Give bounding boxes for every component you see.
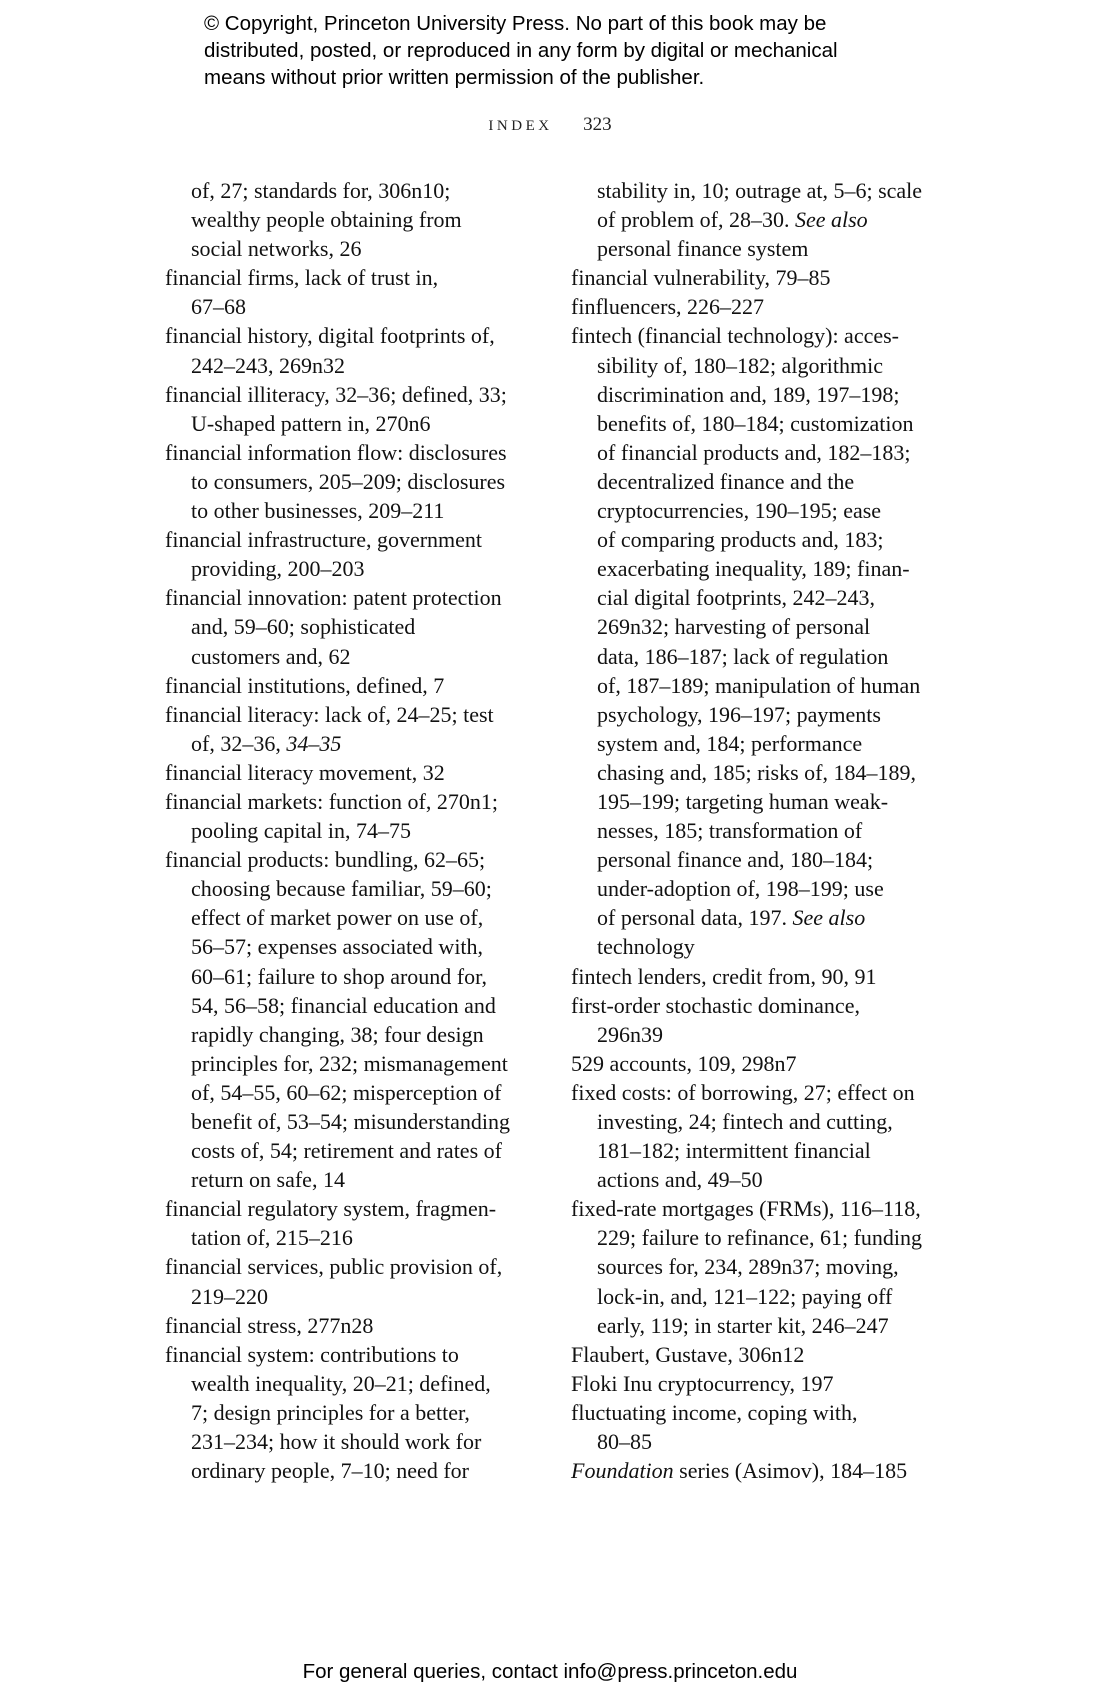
index-entry-text: 296n39 [597,1021,663,1047]
index-entry-text: to consumers, 205–209; disclosures [191,468,506,494]
index-entry-text: ordinary people, 7–10; need for [191,1458,469,1484]
index-entry-continuation [571,409,943,438]
running-head-section: INDEX [488,118,553,134]
index-entry-text: financial illiteracy, 32–36; defined, 33; [165,381,507,407]
index-entry [165,438,535,467]
index-entry-text: actions and, 49–50 [597,1167,763,1193]
index-entry-text: fixed-rate mortgages (FRMs), 116–118, [571,1196,921,1222]
index-entry-text: 54, 56–58; financial education and [191,992,496,1018]
index-entry [571,1049,943,1078]
index-entry-continuation [165,292,535,321]
index-entry-continuation [571,787,943,816]
index-entry [165,758,535,787]
index-entry-text: 242–243, 269n32 [191,352,345,378]
index-entry-text: 60–61; failure to shop around for, [191,963,488,989]
index-entry-text: Flaubert, Gustave, 306n12 [571,1341,805,1367]
index-entry-text: system and, 184; performance [597,730,863,756]
index-entry-text: benefits of, 180–184; customization [597,410,914,436]
index-entry-continuation [165,1165,535,1194]
index-entry-text: of problem of, 28–30. [597,207,795,233]
index-entry-continuation [165,205,535,234]
index-entry-continuation [571,1107,943,1136]
footer-contact: For general queries, contact info@press.princeton.edu [302,1660,798,1683]
index-entry-continuation [165,729,535,758]
index-entry-continuation [571,554,943,583]
index-entry-continuation [571,234,943,263]
index-entry-text: decentralized finance and the [597,468,855,494]
index-entry [165,671,535,700]
running-head [0,114,1100,136]
index-entry [571,1398,943,1427]
index-entry-continuation [571,205,943,234]
index-entry [165,263,535,292]
index-entry [165,583,535,612]
index-entry [165,787,535,816]
index-entry-continuation [165,1136,535,1165]
index-entry-text: fintech (financial technology): acces- [571,323,900,349]
index-entry [571,991,943,1020]
index-entry-text: costs of, 54; retirement and rates of [191,1138,502,1164]
index-entry-continuation [571,845,943,874]
index-entry-text: 229; failure to refinance, 61; funding [597,1225,923,1251]
index-entry-text: wealth inequality, 20–21; defined, [191,1370,491,1396]
index-entry-continuation [165,1020,535,1049]
index-entry-text: principles for, 232; mismanagement [191,1050,508,1076]
index-entry-text: tation of, 215–216 [191,1225,353,1251]
index-entry-continuation [165,554,535,583]
index-entry-continuation [571,932,943,961]
index-entry-text: investing, 24; fintech and cutting, [597,1109,893,1134]
index-entry [571,1194,943,1223]
index-entry-continuation [571,438,943,467]
index-entry-continuation [165,409,535,438]
index-entry-text: of personal data, 197. [597,905,793,931]
index-entry-text: series (Asimov), 184–185 [673,1458,908,1484]
index-entry-continuation [165,234,535,263]
index-entry-continuation [571,467,943,496]
copyright-line: means without prior written permission of the publisher. [204,66,705,89]
index-entry-continuation [165,1049,535,1078]
index-entry-text: providing, 200–203 [191,556,365,582]
index-entry-continuation [571,816,943,845]
index-entry [571,1078,943,1107]
index-entry-text: nesses, 185; transformation of [597,818,863,844]
index-entry-continuation [165,903,535,932]
index-entry [571,962,943,991]
index-entry-text: psychology, 196–197; payments [597,701,881,727]
index-entry-text: Floki Inu cryptocurrency, 197 [571,1370,834,1396]
index-entry-italic: See also [794,207,868,233]
index-entry-text: finfluencers, 226–227 [571,294,765,320]
index-entry [165,1194,535,1223]
index-entry-text: chasing and, 185; risks of, 184–189, [597,759,916,785]
index-entry-text: financial stress, 277n28 [165,1312,374,1338]
index-entry-continuation [571,671,943,700]
index-entry-continuation [571,583,943,612]
index-entry-continuation [165,496,535,525]
index-entry [571,1369,943,1398]
index-entry-text: 181–182; intermittent financial [597,1138,871,1164]
index-entry-continuation [571,380,943,409]
index-entry-text: financial literacy: lack of, 24–25; test [165,701,494,727]
index-entry-text: 67–68 [191,294,246,320]
index-entry-text: pooling capital in, 74–75 [191,818,411,844]
index-entry-continuation [165,1456,535,1485]
index-entry-text: financial markets: function of, 270n1; [165,788,498,814]
index-entry-continuation [571,642,943,671]
index-entry-continuation [165,962,535,991]
index-entry-continuation [165,1282,535,1311]
index-entry-continuation [571,612,943,641]
index-entry [571,321,943,350]
index-entry [165,1311,535,1340]
index-column-right [571,176,943,1485]
index-entry-continuation [571,1165,943,1194]
index-entry-text: return on safe, 14 [191,1167,345,1193]
index-entry [165,700,535,729]
index-entry-text: financial literacy movement, 32 [165,759,445,785]
index-entry-continuation [571,525,943,554]
index-entry-text: of, 32–36, [191,730,287,756]
copyright-line: distributed, posted, or reproduced in any form by digital or mechanical [204,39,838,62]
index-entry-text: stability in, 10; outrage at, 5–6; scale [597,178,923,203]
index-entry-continuation [165,467,535,496]
index-entry-continuation [165,1427,535,1456]
index-entry-continuation [571,1311,943,1340]
index-entry-text: financial innovation: patent protection [165,585,502,611]
index-entry-continuation [571,903,943,932]
index-entry [165,321,535,350]
index-entry-text: financial system: contributions to [165,1341,459,1367]
index-entry-text: data, 186–187; lack of regulation [597,643,889,669]
index-entry-text: technology [597,934,695,960]
index-column-left [165,176,535,1485]
index-entry [165,380,535,409]
index-entry-text: benefit of, 53–54; misunderstanding [191,1109,510,1134]
index-entry-text: of comparing products and, 183; [597,527,884,553]
index-entry-continuation [165,176,535,205]
index-entry-text: 80–85 [597,1429,652,1455]
index-entry-text: to other businesses, 209–211 [191,498,445,524]
index-entry [165,1252,535,1281]
index-entry-text: U-shaped pattern in, 270n6 [191,410,431,436]
page-number: 323 [583,114,612,135]
index-entry [165,525,535,554]
index-entry-continuation [571,1252,943,1281]
index-entry-text: financial vulnerability, 79–85 [571,265,831,291]
index-entry-continuation [571,1282,943,1311]
index-entry-continuation [571,729,943,758]
index-entry-continuation [571,1427,943,1456]
index-entry-italic: See also [792,905,866,931]
index-entry-text: 195–199; targeting human weak- [597,788,889,814]
index-entry-text: sources for, 234, 289n37; moving, [597,1254,899,1280]
index-entry-text: financial institutions, defined, 7 [165,672,445,698]
index-entry-continuation [165,351,535,380]
index-entry-text: wealthy people obtaining from [191,207,462,233]
index-entry-text: 269n32; harvesting of personal [597,614,871,640]
index-entry-text: early, 119; in starter kit, 246–247 [597,1312,889,1338]
index-entry [571,1340,943,1369]
index-entry-text: effect of market power on use of, [191,905,484,931]
index-entry-continuation [571,351,943,380]
index-entry-italic: Foundation [571,1458,674,1484]
index-entry-text: financial regulatory system, fragmen- [165,1196,497,1222]
index-entry-continuation [571,758,943,787]
index-entry-continuation [165,816,535,845]
index-entry-text: social networks, 26 [191,236,362,262]
index-entry-continuation [571,1136,943,1165]
index-entry-continuation [165,1223,535,1252]
index-entry-continuation [571,1223,943,1252]
index-entry-text: of, 187–189; manipulation of human [597,672,921,698]
index-entry-continuation [165,991,535,1020]
index-entry-text: 529 accounts, 109, 298n7 [571,1050,797,1076]
index-entry-continuation [165,932,535,961]
index-entry-continuation [571,700,943,729]
index-entry-text: fintech lenders, credit from, 90, 91 [571,963,877,989]
index-entry-text: sibility of, 180–182; algorithmic [597,352,883,378]
index-entry-text: 7; design principles for a better, [191,1399,470,1425]
index-entry-text: 56–57; expenses associated with, [191,934,484,960]
index-entry-text: fluctuating income, coping with, [571,1399,858,1425]
index-entry-continuation [165,874,535,903]
index-entry-text: personal finance system [597,236,809,262]
index-entry-text: customers and, 62 [191,643,351,669]
index-entry-continuation [165,1107,535,1136]
index-entry-text: lock-in, and, 121–122; paying off [597,1283,893,1309]
index-entry-text: first-order stochastic dominance, [571,992,860,1018]
index-entry [571,292,943,321]
index-entry-continuation [165,612,535,641]
index-entry [165,1340,535,1369]
index-entry-text: financial infrastructure, government [165,527,483,553]
index-entry-text: and, 59–60; sophisticated [191,614,416,640]
index-entry-continuation [571,176,943,205]
index-entry [571,1456,943,1485]
index-entry-text: rapidly changing, 38; four design [191,1021,484,1047]
index-entry-text: choosing because familiar, 59–60; [191,876,492,902]
index-entry-text: fixed costs: of borrowing, 27; effect on [571,1079,915,1105]
index-entry-text: cryptocurrencies, 190–195; ease [597,498,882,524]
index-entry-continuation [571,874,943,903]
index-entry [571,263,943,292]
index-entry-italic: 34–35 [286,730,342,756]
copyright-notice [204,10,1024,91]
copyright-line: © Copyright, Princeton University Press. No part of this book may be [204,12,827,35]
index-entry-text: 219–220 [191,1283,268,1309]
index-entry-text: discrimination and, 189, 197–198; [597,381,900,407]
index-entry-continuation [571,496,943,525]
index-entry-text: personal finance and, 180–184; [597,847,874,873]
index-entry-text: under-adoption of, 198–199; use [597,876,884,902]
index-entry-text: financial information flow: disclosures [165,439,507,465]
index-entry-text: of, 54–55, 60–62; misperception of [191,1079,502,1105]
index-entry-continuation [165,1078,535,1107]
index-entry-continuation [571,1020,943,1049]
index-entry-continuation [165,1398,535,1427]
index-entry-text: financial history, digital footprints of, [165,323,495,349]
index-entry-text: financial services, public provision of, [165,1254,503,1280]
index-entry [165,845,535,874]
index-entry-text: of financial products and, 182–183; [597,439,911,465]
index-entry-text: exacerbating inequality, 189; finan- [597,556,910,582]
index-entry-text: financial products: bundling, 62–65; [165,847,486,873]
index-entry-text: of, 27; standards for, 306n10; [191,178,451,203]
index-entry-continuation [165,1369,535,1398]
index-entry-continuation [165,642,535,671]
index-entry-text: 231–234; how it should work for [191,1429,482,1455]
index-entry-text: financial firms, lack of trust in, [165,265,439,291]
index-entry-text: cial digital footprints, 242–243, [597,585,876,611]
